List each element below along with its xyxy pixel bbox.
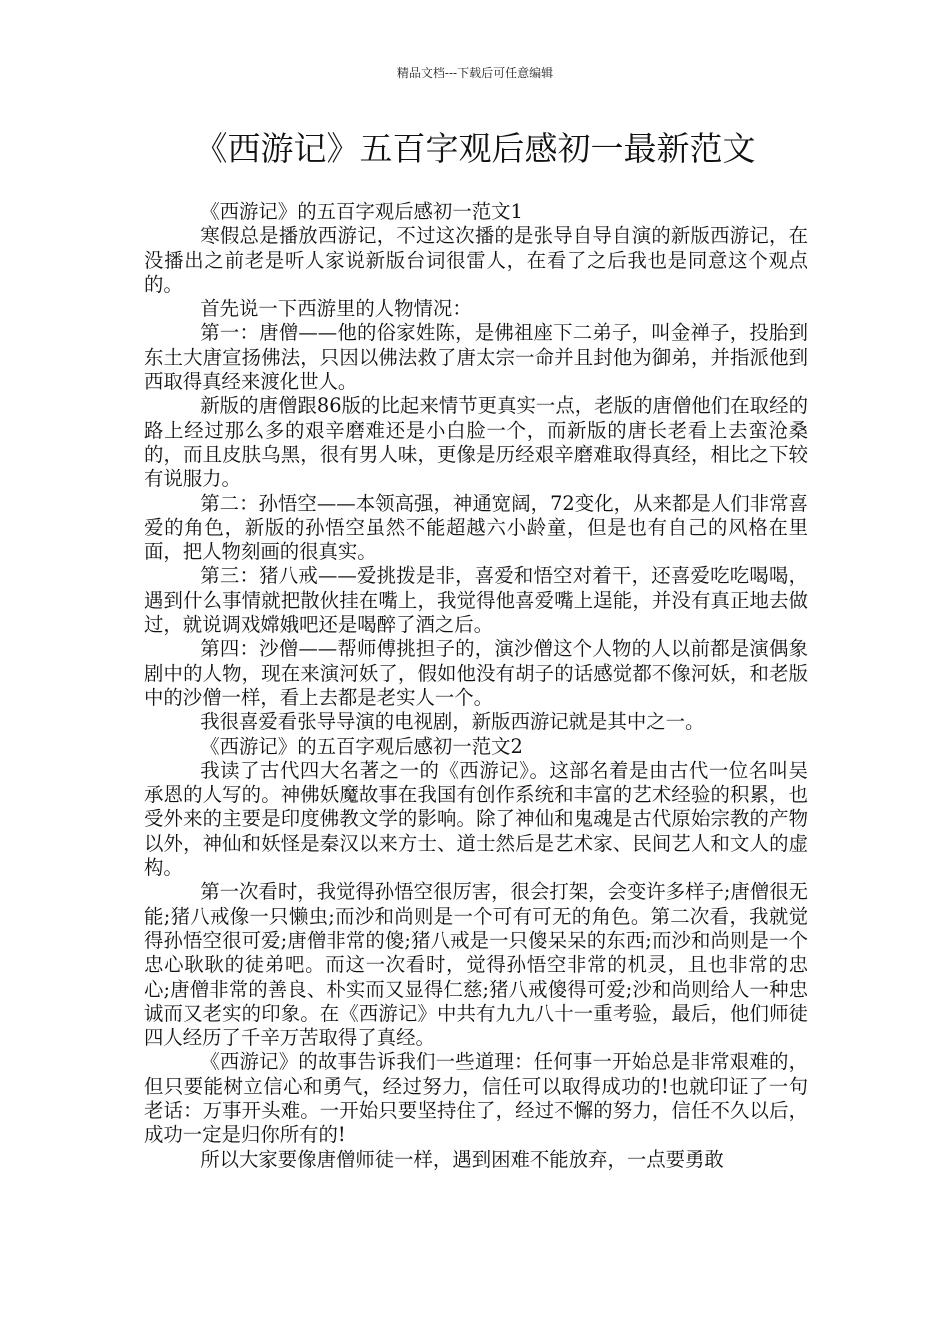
document-body bbox=[144, 200, 808, 1172]
paragraph: 《西游记》的故事告诉我们一些道理：任何事一开始总是非常艰难的，但只要能树立信心和勇气，经过努力，信任可以取得成功的!也就印证了一句老话：万事开头难。一开始只要坚持住了，经过不懈的努力，信任不久以后，成功一定是归你所有的! bbox=[144, 1050, 808, 1147]
paragraph: 第四：沙僧——帮师傅挑担子的，演沙僧这个人物的人以前都是演偶象剧中的人物，现在来演河妖了，假如他没有胡子的话感觉都不像河妖，和老版中的沙僧一样，看上去都是老实人一个。 bbox=[144, 637, 808, 709]
paragraph: 寒假总是播放西游记，不过这次播的是张导自导自演的新版西游记，在没播出之前老是听人家说新版台词很雷人，在看了之后我也是同意这个观点的。 bbox=[144, 224, 808, 296]
paragraph: 第二：孙悟空——本领高强，神通宽阔，72变化，从来都是人们非常喜爱的角色，新版的孙悟空虽然不能超越六小龄童，但是也有自己的风格在里面，把人物刻画的很真实。 bbox=[144, 491, 808, 564]
document-title: 《西游记》五百字观后感初一最新范文 bbox=[194, 129, 756, 168]
paragraph: 新版的唐僧跟86版的比起来情节更真实一点，老版的唐僧他们在取经的路上经过那么多的艰辛磨难还是小白脸一个，而新版的唐长老看上去蛮沧桑的，而且皮肤乌黑，很有男人味，更像是历经艰辛磨难取得真经，相比之下较有说服力。 bbox=[144, 394, 808, 491]
page-header: 精品文档---下载后可任意编辑 bbox=[396, 66, 554, 80]
paragraph: 第三：猪八戒——爱挑拨是非，喜爱和悟空对着干，还喜爱吃吃喝喝，遇到什么事情就把散伙挂在嘴上，我觉得他喜爱嘴上逞能，并没有真正地去做过，就说调戏嫦娥吧还是喝醉了酒之后。 bbox=[144, 564, 808, 637]
paragraph: 《西游记》的五百字观后感初一范文2 bbox=[200, 734, 523, 758]
paragraph: 所以大家要像唐僧师徒一样，遇到困难不能放弃，一点要勇敢 bbox=[200, 1147, 724, 1171]
paragraph: 我很喜爱看张导导演的电视剧，新版西游记就是其中之一。 bbox=[200, 710, 705, 734]
paragraph: 《西游记》的五百字观后感初一范文1 bbox=[200, 200, 523, 223]
paragraph: 我读了古代四大名著之一的《西游记》。这部名着是由古代一位名叫吴承恩的人写的。神佛妖魔故事在我国有创作系统和丰富的艺术经验的积累，也受外来的主要是印度佛教文学的影响。除了神仙和鬼魂是古代原始宗教的产物以外，神仙和妖怪是秦汉以来方士、道士然后是艺术家、民间艺人和文人的虚构。 bbox=[144, 758, 808, 880]
paragraph: 第一：唐僧——他的俗家姓陈，是佛祖座下二弟子，叫金禅子，投胎到东土大唐宣扬佛法，只因以佛法救了唐太宗一命并且封他为御弟，并指派他到西取得真经来渡化世人。 bbox=[144, 321, 808, 394]
paragraph: 首先说一下西游里的人物情况： bbox=[200, 297, 472, 321]
paragraph: 第一次看时，我觉得孙悟空很厉害，很会打架，会变许多样子;唐僧很无能;猪八戒像一只懒虫;而沙和尚则是一个可有可无的角色。第二次看，我就觉得孙悟空很可爱;唐僧非常的傻;猪八戒是一只傻呆呆的东西;而沙和尚则是一个忠心耿耿的徒弟吧。而这一次看时，觉得孙悟空非常的机灵，且也非常的忠心;唐僧非常的善良、朴实而又显得仁慈;猪八戒傻得可爱;沙和尚则给人一种忠诚而又老实的印象。在《西游记》中共有九九八十一重考验，最后，他们师徒四人经历了千辛万苦取得了真经。 bbox=[144, 880, 808, 1050]
